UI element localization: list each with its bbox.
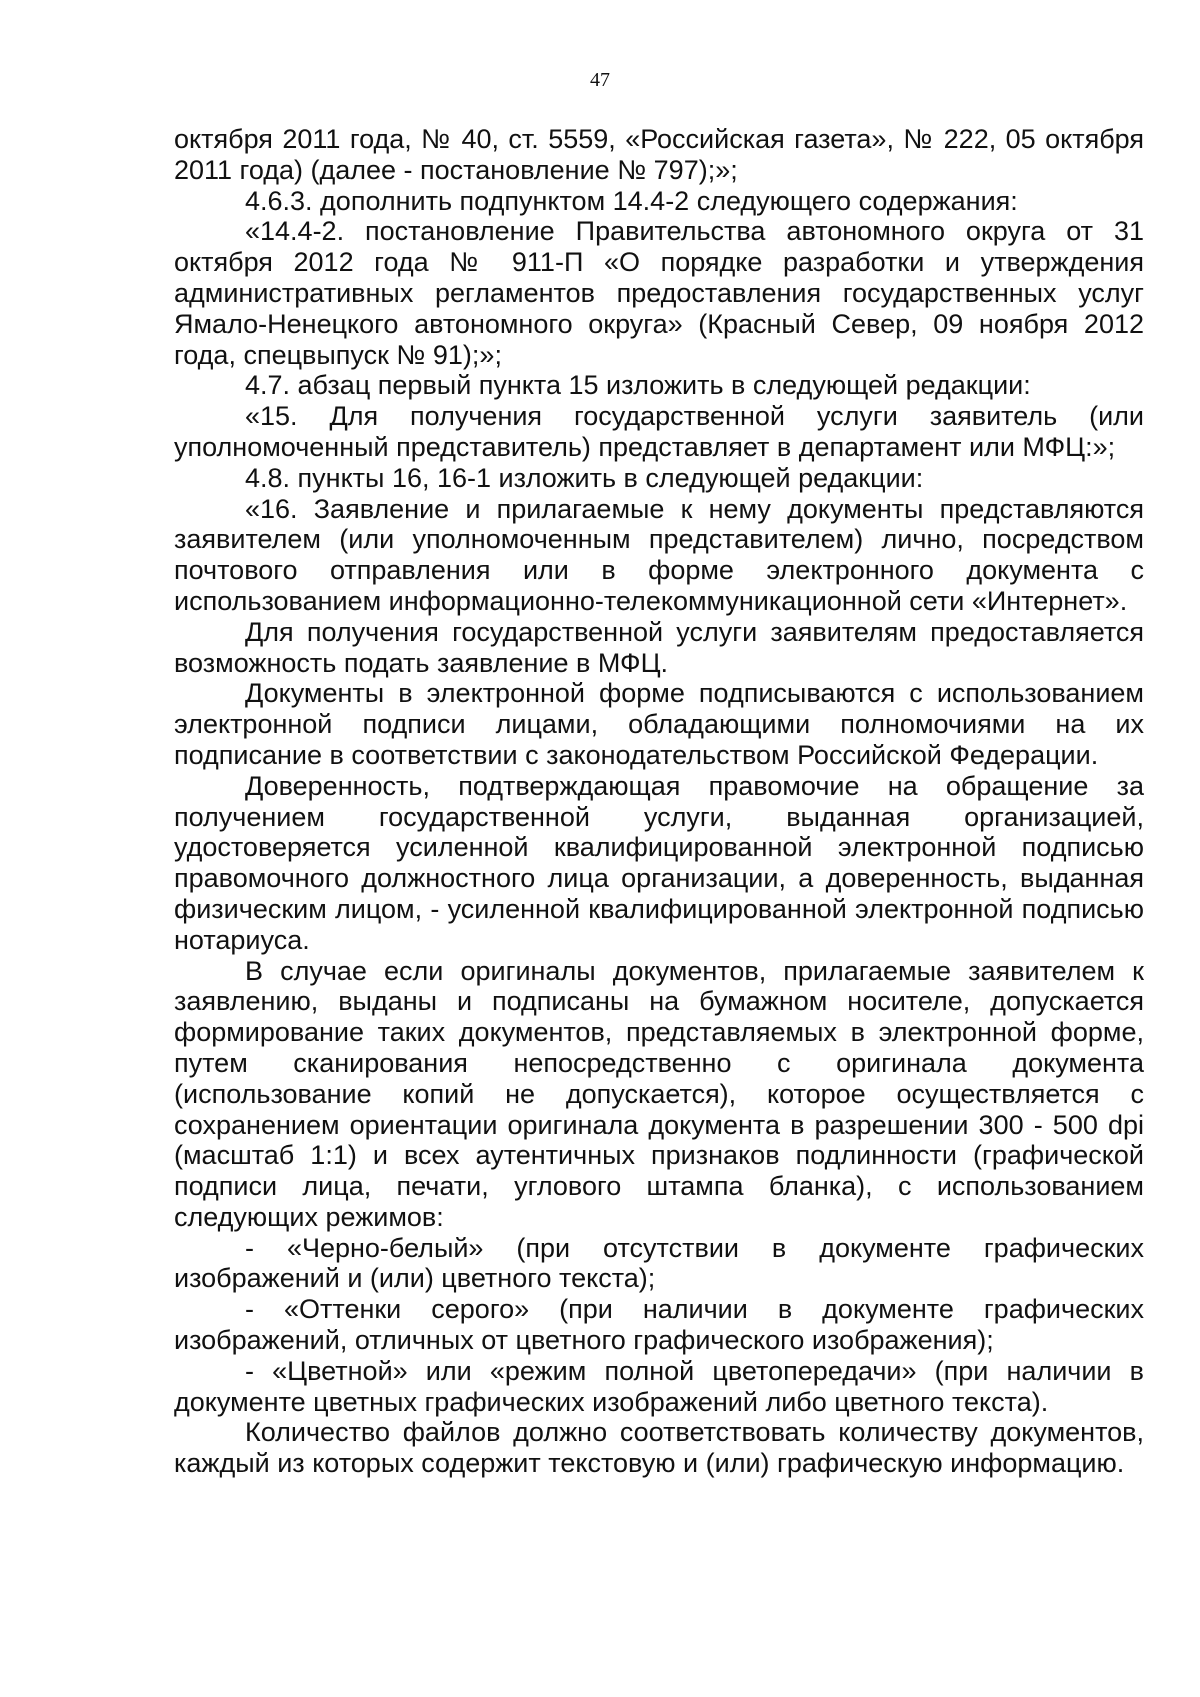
paragraph: Доверенность, подтверждающая правомочие на обращение за получением государственной услуги, выданная организацией, удостоверяется усиленной квалифицированной электронной подписью правомочного должностного лица организации, а доверенность, выданная физическим лицом, - усиленной квалифицированной электронной подписью нотариуса.: [174, 770, 1144, 955]
paragraph: Документы в электронной форме подписываются с использованием электронной подписи лицами, обладающими полномочиями на их подписание в соответствии с законодательством Российской Федерации.: [174, 678, 1144, 770]
paragraph: 4.6.3. дополнить подпунктом 14.4-2 следующего содержания:: [245, 185, 1018, 216]
paragraph: «15. Для получения государственной услуги заявитель (или уполномоченный представитель) представляет в департамент или МФЦ:»;: [174, 401, 1144, 462]
paragraph: - «Оттенки серого» (при наличии в документе графических изображений, отличных от цветного графического изображения);: [174, 1294, 1144, 1356]
paragraph: Для получения государственной услуги заявителям предоставляется возможность подать заявление в МФЦ.: [174, 616, 1144, 678]
paragraph: «14.4-2. постановление Правительства автономного округа от 31 октября 2012 года № 911-П «О порядке разработки и утверждения административных регламентов предоставления государственных услуг Ямало-Ненецкого автономного округа» (Красный Север, 09 ноября 2012 года, спецвыпуск № 91);»;: [174, 216, 1144, 370]
paragraph: 4.8. пункты 16, 16-1 изложить в следующей редакции:: [245, 462, 924, 493]
page-number: 47: [590, 69, 610, 91]
document-body: [174, 124, 1144, 1479]
paragraph: 4.7. абзац первый пункта 15 изложить в следующей редакции:: [245, 370, 1031, 401]
paragraph: «16. Заявление и прилагаемые к нему документы представляются заявителем (или уполномоченным представителем) лично, посредством почтового отправления или в форме электронного документа с использованием информационно-телекоммуникационной сети «Интернет».: [174, 493, 1144, 616]
paragraph: - «Цветной» или «режим полной цветопередачи» (при наличии в документе цветных графических изображений либо цветного текста).: [174, 1355, 1144, 1417]
paragraph: Количество файлов должно соответствовать количеству документов, каждый из которых содержит текстовую и (или) графическую информацию.: [174, 1417, 1144, 1479]
paragraph: В случае если оригиналы документов, прилагаемые заявителем к заявлению, выданы и подписаны на бумажном носителе, допускается формирование таких документов, представляемых в электронной форме, путем сканирования непосредственно с оригинала документа (использование копий не допускается), которое осуществляется с сохранением ориентации оригинала документа в разрешении 300 - 500 dpi (масштаб 1:1) и всех аутентичных признаков подлинности (графической подписи лица, печати, углового штампа бланка), с использованием следующих режимов:: [174, 955, 1144, 1232]
paragraph: - «Черно-белый» (при отсутствии в документе графических изображений и (или) цветного текста);: [174, 1232, 1144, 1294]
paragraph: октября 2011 года, № 40, ст. 5559, «Российская газета», № 222, 05 октября 2011 года) (далее - постановление № 797);»;: [174, 124, 1144, 185]
